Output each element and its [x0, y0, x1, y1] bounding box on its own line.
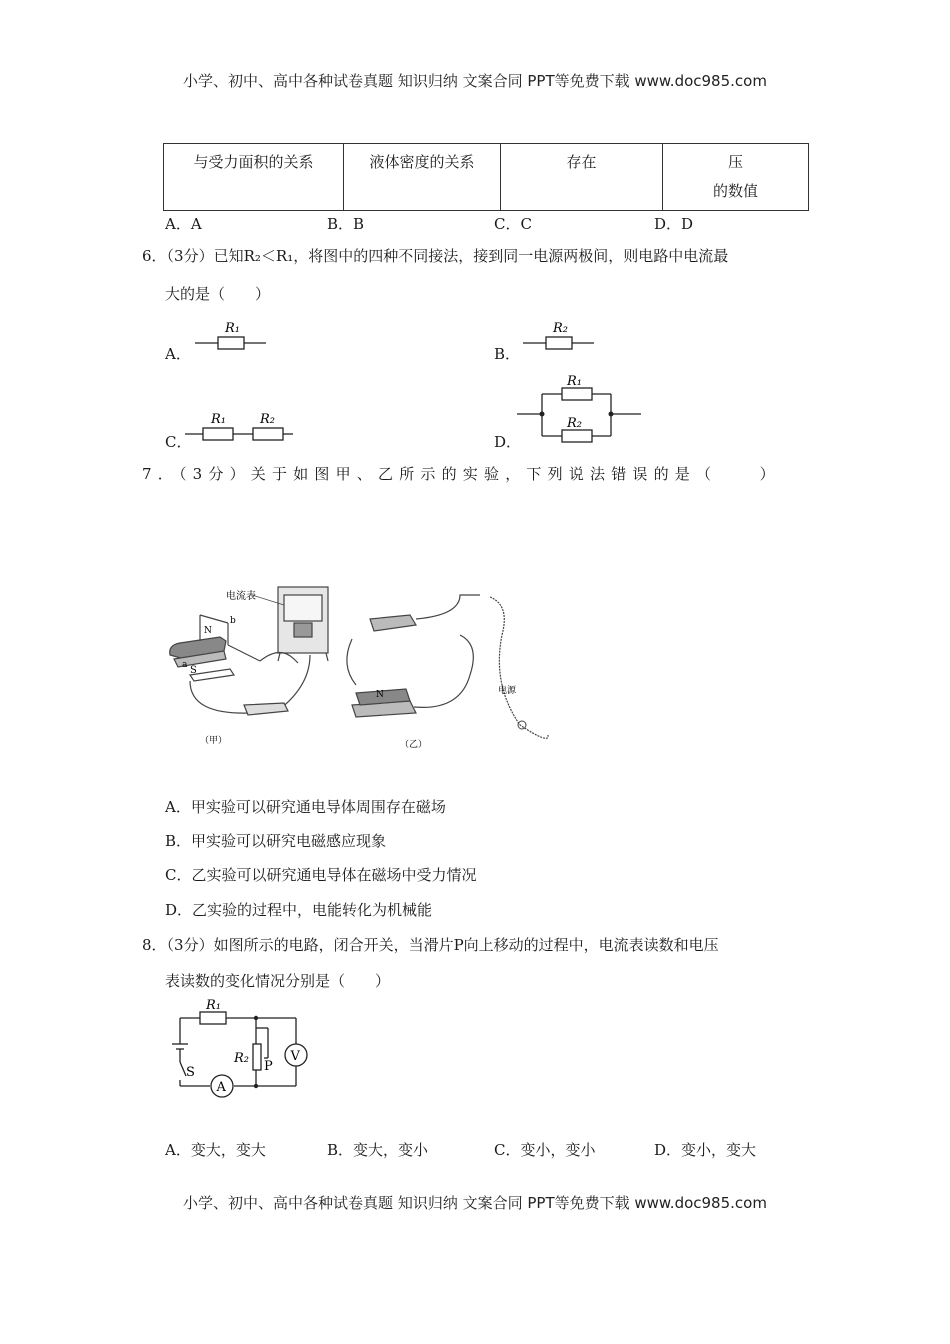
resistor-label: R₂: [553, 321, 568, 336]
table-row: [164, 144, 809, 211]
switch-label: S: [186, 1065, 195, 1080]
ammeter-label: 电流表: [226, 591, 256, 602]
ammeter-icon: [278, 587, 328, 661]
rail-apparatus: [347, 615, 416, 717]
q6-option-c[interactable]: C．: [165, 433, 192, 451]
q5-option-d[interactable]: D．D: [654, 215, 694, 233]
resistor-label: R₂: [260, 412, 275, 427]
q7-experiment-figure: [160, 575, 560, 755]
label-yi: （乙）: [400, 740, 428, 750]
table-cell: 与受力面积的关系: [164, 144, 344, 211]
label-s: S: [190, 665, 197, 676]
label-n2: N: [376, 690, 384, 700]
q6-circuit-b: [518, 318, 598, 354]
q8-option-c[interactable]: C．变小，变小: [494, 1141, 596, 1159]
q6-stem-line1: 6．（3分）已知R₂＜R₁，将图中的四种不同接法，接到同一电源两极间，则电路中电流最: [142, 247, 729, 265]
q7-option-c[interactable]: C．乙实验可以研究通电导体在磁场中受力情况: [165, 866, 477, 884]
resistor-label: R₂: [234, 1051, 249, 1066]
page-footer: 小学、初中、高中各种试卷真题 知识归纳 文案合同 PPT等免费下载 www.doc985.com: [183, 1194, 767, 1212]
label-n: N: [204, 626, 212, 636]
page-header: 小学、初中、高中各种试卷真题 知识归纳 文案合同 PPT等免费下载 www.doc985.com: [183, 72, 767, 90]
label-a: a: [182, 660, 188, 670]
q5-option-c[interactable]: C．C: [494, 215, 532, 233]
table-cell-line2: 的数值: [712, 182, 758, 200]
slider-label: P: [264, 1059, 273, 1074]
q8-stem-line1: 8．（3分）如图所示的电路，闭合开关，当滑片P向上移动的过程中，电流表读数和电压: [142, 936, 719, 954]
comparison-table: [163, 143, 809, 211]
source-label: 电源: [498, 686, 517, 696]
q6-option-a[interactable]: A．: [165, 345, 191, 363]
q7-stem: 7．（3分）关于如图甲、乙所示的实验，下列说法错误的是（ ）: [142, 465, 781, 483]
table-cell: [663, 144, 809, 211]
label-jia: （甲）: [200, 736, 228, 746]
q7-option-b[interactable]: B．甲实验可以研究电磁感应现象: [165, 832, 387, 850]
table-cell-line1: 压: [727, 153, 743, 171]
label-b: b: [230, 616, 236, 626]
q6-option-d[interactable]: D．: [494, 433, 522, 451]
resistor-label: R₂: [567, 416, 582, 431]
resistor-label: R₁: [567, 374, 582, 389]
voltmeter-icon: [285, 1044, 307, 1066]
svg-text:V: V: [290, 1049, 300, 1064]
q7-option-d[interactable]: D．乙实验的过程中，电能转化为机械能: [165, 901, 433, 919]
q8-option-b[interactable]: B．变大，变小: [327, 1141, 429, 1159]
q5-option-a[interactable]: A．A: [165, 215, 202, 233]
junction-dot: [254, 1084, 258, 1088]
switch-icon: [244, 703, 288, 715]
q8-stem-line2: 表读数的变化情况分别是（ ）: [165, 972, 391, 990]
q6-option-b[interactable]: B．: [494, 345, 521, 363]
q6-stem-line2: 大的是（ ）: [165, 285, 271, 303]
q6-circuit-d: [515, 372, 645, 444]
table-cell: 液体密度的关系: [344, 144, 501, 211]
q7-option-a[interactable]: A．甲实验可以研究通电导体周围存在磁场: [165, 798, 446, 816]
magnet-apparatus: [170, 615, 260, 681]
svg-text:A: A: [216, 1080, 226, 1095]
resistor-label: R₁: [206, 998, 221, 1013]
q6-circuit-a: [190, 318, 270, 354]
q8-option-d[interactable]: D．变小，变大: [654, 1141, 757, 1159]
ammeter-icon: [211, 1075, 233, 1097]
q8-circuit: [168, 996, 308, 1102]
resistor-label: R₁: [225, 321, 240, 336]
q5-option-b[interactable]: B．B: [327, 215, 365, 233]
q8-option-a[interactable]: A．变大，变大: [165, 1141, 266, 1159]
table-cell: 存在: [501, 144, 663, 211]
q6-circuit-c: [180, 408, 295, 444]
resistor-label: R₁: [211, 412, 226, 427]
junction-dot: [254, 1016, 258, 1020]
